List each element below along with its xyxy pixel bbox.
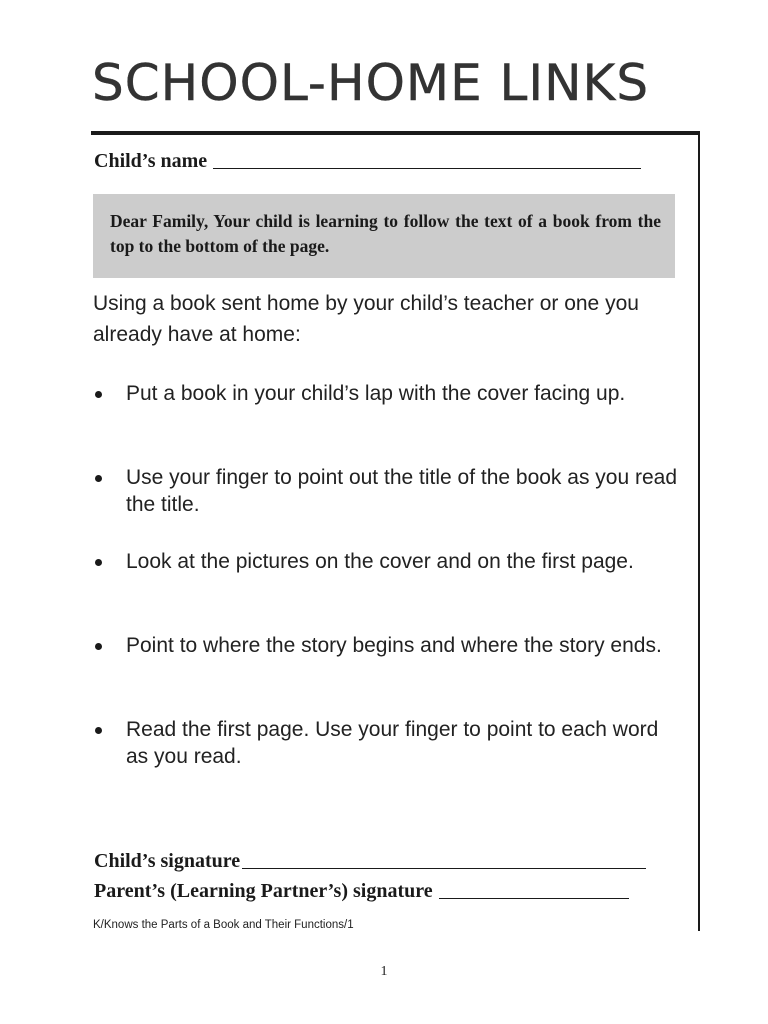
child-signature-field	[94, 850, 646, 873]
step-item	[93, 464, 683, 518]
bullet-dot	[95, 727, 102, 734]
page-title: SCHOOL-HOME LINKS	[92, 54, 650, 112]
steps-list	[93, 380, 683, 800]
step-item	[93, 548, 683, 602]
step-text: Point to where the story begins and where the story ends.	[126, 634, 662, 657]
parent-signature-field	[94, 880, 629, 903]
bullet-dot	[95, 559, 102, 566]
step-text: Read the first page. Use your finger to point to each word as you read.	[126, 718, 659, 768]
step-text: Use your finger to point out the title of the book as you read the title.	[126, 466, 678, 516]
page-number: 1	[380, 964, 388, 979]
intro-text: Using a book sent home by your child’s teacher or one you already have at home:	[93, 292, 639, 346]
bullet-dot	[95, 475, 102, 482]
header-rule	[91, 131, 700, 135]
right-border-rule	[698, 131, 700, 931]
step-item	[93, 632, 683, 686]
bullet-dot	[95, 643, 102, 650]
footer-code: K/Knows the Parts of a Book and Their Functions/1	[93, 919, 354, 931]
child-name-blank[interactable]	[213, 167, 641, 169]
child-signature-label: Child’s signature	[94, 850, 241, 872]
step-text: Put a book in your child’s lap with the cover facing up.	[126, 382, 626, 405]
bullet-dot	[95, 391, 102, 398]
step-text: Look at the pictures on the cover and on the first page.	[126, 550, 634, 573]
child-name-field	[94, 150, 641, 173]
child-name-label: Child’s name	[94, 150, 208, 172]
child-signature-blank[interactable]	[242, 867, 646, 869]
family-note-text: Dear Family, Your child is learning to follow the text of a book from the top to the bottom of the page.	[110, 211, 661, 256]
parent-signature-label: Parent’s (Learning Partner’s) signature	[94, 880, 433, 902]
family-note-callout	[93, 194, 675, 278]
step-item	[93, 716, 683, 770]
step-item	[93, 380, 683, 434]
parent-signature-blank[interactable]	[439, 897, 629, 899]
